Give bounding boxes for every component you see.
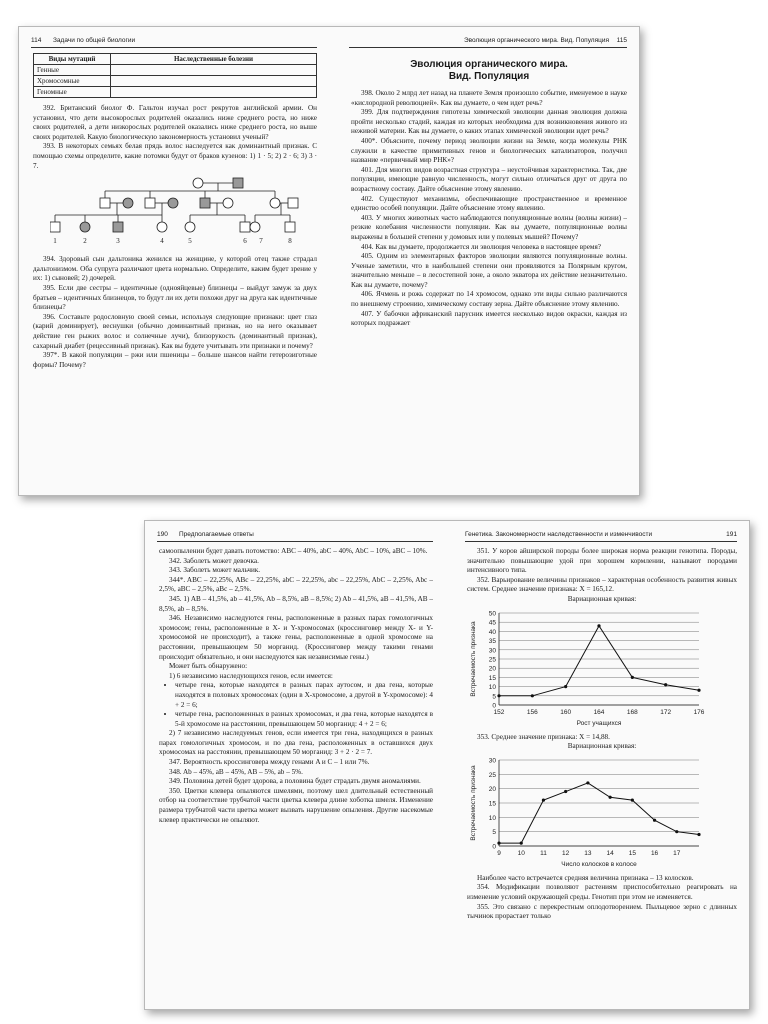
running-title: Генетика. Закономерности наследственности и изменчивости xyxy=(465,531,653,538)
problem-401: 401. Для многих видов возрастная структура – неустойчивая характеристика. Так, две популяции, имеющие равную численность, могут сильно отличаться друг от друга по возрастному составу. Дайте объяснение этому явлению. xyxy=(351,165,627,193)
data-point xyxy=(497,841,500,844)
y-tick-label: 50 xyxy=(488,610,496,618)
data-point xyxy=(697,833,700,836)
problem-392: 392. Британский биолог Ф. Гальтон изучал рост рекрутов английской армии. Он установил, что дети высокорослых родителей оказались ниже среднего роста, но ниже своих родителей, а дети низкорослых родителей оказались ниже среднего роста, но выше своих родителей. Какую биологическую закономерность установил ученый? xyxy=(33,104,317,141)
data-point xyxy=(497,694,500,697)
data-point xyxy=(542,798,545,801)
x-axis-label: Число колосков в колосе xyxy=(561,860,637,868)
problem-405: 405. Одним из элементарных факторов эволюции являются популяционные волны. Ученые заметили, что в наибольшей степени они проявляются за Полярным кругом, значительно меньше – в лесостепной зоне, а около экватора их действие незначительно. Как вы думаете, почему? xyxy=(351,252,627,289)
x-tick-label: 164 xyxy=(593,708,605,716)
page-191 xyxy=(453,521,749,1009)
page-body xyxy=(467,547,737,1001)
answer-349: 349. Половина детей будет здорова, а половина будет страдать двумя аномалиями. xyxy=(169,777,421,786)
page-number: 191 xyxy=(726,531,737,538)
y-tick-label: 20 xyxy=(488,785,496,793)
answer-text: 1) 6 независимо наследующихся генов, если имеется: xyxy=(169,671,333,680)
series-line xyxy=(499,625,699,695)
running-header xyxy=(465,529,737,542)
answer-345: 345. 1) AB – 41,5%, ab – 41,5%, Ab – 8,5%, aB – 8,5%; 2) Ab – 41,5%, aB – 41,5%, AB – 8,5%, ab – 8,5%. xyxy=(159,594,433,613)
chart-caption: Вариационная кривая: xyxy=(567,594,637,603)
y-tick-label: 15 xyxy=(488,800,496,808)
answer-351: 351. У коров айширской породы более широкая норма реакции генотипа. Породы, значительно повышающие удой при хорошем кормлении, называют породами интенсивного типа. xyxy=(467,547,737,575)
data-point xyxy=(675,830,678,833)
page-body xyxy=(33,53,317,487)
problem-393: 393. В некоторых семьях белая прядь волос наследуется как доминантный признак. С помощью схемы определите, какие потомки будут от браков кузенов: 1) 1 · 5; 2) 2 · 6; 3) 3 · 7. xyxy=(33,142,317,170)
variation-curve-chart-1 xyxy=(467,607,727,731)
problem-396: 396. Составьте родословную своей семьи, используя следующие признаки: цвет глаз (карий доминирует), веснушки (обычно доминантный признак, но на него оказывает действие ген рыжих волос и солнечные лучи), близорукость (доминантный признак), сахарный диабет (рецессивный признак). Как вы будете учитывать эти признаки и почему? xyxy=(33,312,317,350)
table-cell: Хромосомные xyxy=(34,76,111,87)
problem-402: 402. Существуют механизмы, обеспечивающие пространственное и временное единство особей популяции. Дайте объяснение этому явлению. xyxy=(351,194,627,213)
problem-400: 400*. Объясните, почему период эволюции жизни на Земле, когда молекулы РНК служили в качестве примитивных генов и биологических катализаторов, получил название «первичный мир РНК»? xyxy=(351,136,627,165)
y-tick-label: 45 xyxy=(488,619,496,627)
page-body xyxy=(351,53,627,487)
data-point xyxy=(564,685,567,688)
y-axis-label: Встречаемость признака xyxy=(470,620,477,697)
answer-text: 2) 7 независимо наследуемых генов, если имеется три гена, находящихся в разных парах гомологичных хромосом, и по два гена, расположенных в оставшихся двух хромосомах на расстоянии, превышающем 50 морганид: 3 + 2 · 2 = 7. xyxy=(159,729,433,757)
running-header xyxy=(31,35,317,48)
x-tick-label: 152 xyxy=(493,708,505,716)
table-header: Наследственные болезни xyxy=(111,54,317,65)
y-tick-label: 30 xyxy=(488,757,496,765)
table-row xyxy=(34,87,317,98)
y-tick-label: 10 xyxy=(488,683,496,691)
answer-344: 344*. ABC – 22,25%, ABc – 22,25%, abC – 22,25%, abc – 22,25%, AbC – 2,25%, Abc – 2,5%, aBC – 2,5%, aBc – 2,5%. xyxy=(159,575,433,594)
answer-355: 355. Это связано с перекрестным оплодотворением. Пыльцевое зерно с длинных тычинок прорастает только xyxy=(467,902,737,921)
problem-407: 407. У бабочки африканский парусник имеется несколько видов окраски, каждая из которых подражает xyxy=(351,309,627,328)
data-point xyxy=(664,683,667,686)
data-point xyxy=(597,624,600,627)
pedigree-label: 2 xyxy=(83,237,87,246)
data-point xyxy=(697,688,700,691)
pedigree-label: 7 xyxy=(259,237,263,246)
pedigree-label: 3 xyxy=(116,237,120,246)
pedigree-diagram xyxy=(50,175,300,251)
page-number: 190 xyxy=(157,531,168,538)
data-point xyxy=(653,818,656,821)
y-tick-label: 35 xyxy=(488,637,496,645)
answer-354: 354. Модификации позволяют растениям приспособительно реагировать на изменение условий окружающей среды. Генотип при этом не изменяется. xyxy=(467,883,737,901)
data-point xyxy=(631,675,634,678)
running-title: Предполагаемые ответы xyxy=(179,531,254,538)
x-tick-label: 172 xyxy=(660,708,672,716)
problem-399: 399. Для подтверждения гипотезы химической эволюции данная эволюция должна пройти несколько стадий, каждая из которых необходима для возникновения живого из неживой материи. Как вы думаете, о каких этапах химической эволюции идет речь? xyxy=(351,108,627,136)
x-tick-label: 160 xyxy=(560,708,572,716)
list-item: • четыре гена, расположенных в разных хромосомах, и два гена, которые находятся в 5-й хромосоме на расстоянии, превышающем 50 морганид: 4 + 2 = 6; xyxy=(175,710,433,729)
answer-348: 348. Ab – 45%, aB – 45%, AB – 5%, ab – 5%. xyxy=(169,767,303,776)
y-tick-label: 25 xyxy=(488,771,496,779)
problem-398: 398. Около 2 млрд лет назад на планете Земля произошло событие, именуемое в науке «кислородной революцией». Как вы думаете, о чем идет речь? xyxy=(351,89,627,107)
table-row xyxy=(34,65,317,76)
x-tick-label: 17 xyxy=(673,849,681,857)
data-point xyxy=(631,798,634,801)
y-tick-label: 0 xyxy=(492,702,496,710)
problem-406: 406. Ячмень и рожь содержат по 14 хромосом, однако эти виды сильно различаются по внешнему строению, химическому составу зерна. Дайте объяснение этому явлению. xyxy=(351,290,627,309)
bullet-list xyxy=(159,681,433,729)
page-number: 115 xyxy=(616,37,627,44)
problem-397: 397*. В какой популяции – ржи или пшеницы – больше шансов найти гетерозиготные формы? Почему? xyxy=(33,351,317,369)
x-tick-label: 10 xyxy=(517,849,525,857)
y-tick-label: 0 xyxy=(492,843,496,851)
x-tick-label: 176 xyxy=(693,708,705,716)
answer-346: 346. Независимо наследуются гены, расположенные в разных парах гомологичных хромосом; гены, расположенные в X- и Y-хромосомах (кроссинговер между X- и Y-хромосомой не происходит), а также гены, расположенные в одной хромосоме на расстоянии, превышающем 50 морганид. (Кроссинговер между такими генами происходит обязательно, и они наследуются как независимые гены.) xyxy=(159,614,433,661)
variation-curve-chart-2 xyxy=(467,754,727,872)
answer-350: 350. Цветки клевера опыляются шмелями, поэтому шел длительный естественный отбор на соответствие трубчатой части цветка клевера длине хоботка шмеля. Изменение размера трубчатой части цветка может вызвать нарушение опыления. Другие насекомые клевер практически не опыляют. xyxy=(159,786,433,824)
pedigree-label: 6 xyxy=(243,237,247,246)
y-tick-label: 10 xyxy=(488,814,496,822)
x-tick-label: 14 xyxy=(606,849,614,857)
x-tick-label: 168 xyxy=(626,708,638,716)
x-tick-label: 12 xyxy=(562,849,570,857)
x-tick-label: 156 xyxy=(526,708,538,716)
data-point xyxy=(586,781,589,784)
y-tick-label: 15 xyxy=(488,674,496,682)
x-tick-label: 9 xyxy=(497,849,501,857)
pedigree-label: 1 xyxy=(53,237,57,246)
table-row xyxy=(34,76,317,87)
page-number: 114 xyxy=(31,37,42,44)
section-heading xyxy=(351,59,627,83)
answer-342: 342. Заболеть может девочка. xyxy=(169,556,259,565)
page-115 xyxy=(337,27,639,495)
answer-343: 343. Заболеть может мальчик. xyxy=(169,566,261,575)
table-header: Виды мутаций xyxy=(34,54,111,65)
mutations-table xyxy=(33,53,317,98)
y-tick-label: 5 xyxy=(492,828,496,836)
x-tick-label: 15 xyxy=(628,849,636,857)
problem-394: 394. Здоровый сын дальтоника женился на женщине, у которой отец также страдал дальтонизмом. Оба супруга различают цвета нормально. Определите, каким будет зрение у их: 1) сыновей; 2) дочерей. xyxy=(33,255,317,283)
y-tick-label: 5 xyxy=(492,692,496,700)
y-tick-label: 25 xyxy=(488,656,496,664)
answer-353: 353. Среднее значение признака: X = 14,88. xyxy=(477,732,610,741)
running-title: Эволюция органического мира. Вид. Популяция xyxy=(463,37,609,44)
data-point xyxy=(520,841,523,844)
page-114 xyxy=(19,27,329,495)
pedigree-label: 5 xyxy=(188,237,192,246)
answer-text: Может быть обнаружено: xyxy=(169,662,248,671)
y-axis-label: Встречаемость признака xyxy=(470,765,477,841)
data-point xyxy=(531,694,534,697)
section-heading-line: Вид. Популяция xyxy=(448,71,530,82)
answer-352: 352. Варьирование величины признаков – характерная особенность развития живых систем. Среднее значение признака: X = 165,12. xyxy=(467,575,737,594)
problem-395: 395. Если две сестры – идентичные (однояйцевые) близнецы – выйдут замуж за двух братьев – идентичных близнецов, то будут ли их дети похожи друг на друга как идентичные близнецы? xyxy=(33,283,317,312)
book-spread-bottom xyxy=(144,520,750,1010)
table-cell: Генные xyxy=(34,65,111,76)
table-cell: Геномные xyxy=(34,87,111,98)
x-tick-label: 16 xyxy=(650,849,659,857)
section-heading-line: Эволюция органического мира. xyxy=(410,59,568,70)
answer-text: Наиболее часто встречается средняя величина признака – 13 колосков. xyxy=(477,873,694,882)
chart-caption: Вариационная кривая: xyxy=(567,742,637,751)
running-header xyxy=(349,35,627,48)
problem-403: 403. У многих животных часто наблюдаются популяционные волны (волны жизни) – резкие колебания численности популяции. Как вы думаете, популяционные волны выражены в большей степени у домовых или у полевых мышей? Почему? xyxy=(351,213,627,241)
problem-404: 404. Как вы думаете, продолжается ли эволюция человека в настоящее время? xyxy=(361,242,601,251)
page-body xyxy=(159,547,433,1001)
book-spread-top xyxy=(18,26,640,496)
y-tick-label: 20 xyxy=(488,665,496,673)
list-item: • четыре гена, которые находятся в разных парах аутосом, и два гена, которые находятся в половых хромосомах (один в X-хромосоме, а другой в Y-хромосоме): 4 + 2 = 6; xyxy=(175,681,433,710)
answer-text: самоопылении будет давать потомство: ABC – 40%, abC – 40%, AbC – 10%, aBC – 10%. xyxy=(159,547,428,555)
y-tick-label: 30 xyxy=(488,646,496,654)
running-header xyxy=(157,529,433,542)
data-point xyxy=(609,795,612,798)
pedigree-label: 8 xyxy=(288,237,292,246)
answer-347: 347. Вероятность кроссинговера между генами A и C – 1 или 7%. xyxy=(169,758,370,767)
x-axis-label: Рост учащихся xyxy=(576,719,622,727)
y-tick-label: 40 xyxy=(488,628,496,636)
x-tick-label: 13 xyxy=(584,849,592,857)
series-line xyxy=(499,783,699,843)
data-point xyxy=(564,790,567,793)
page-190 xyxy=(145,521,445,1009)
running-title: Задачи по общей биологии xyxy=(53,37,136,44)
x-tick-label: 11 xyxy=(540,849,547,857)
pedigree-label: 4 xyxy=(160,237,164,246)
